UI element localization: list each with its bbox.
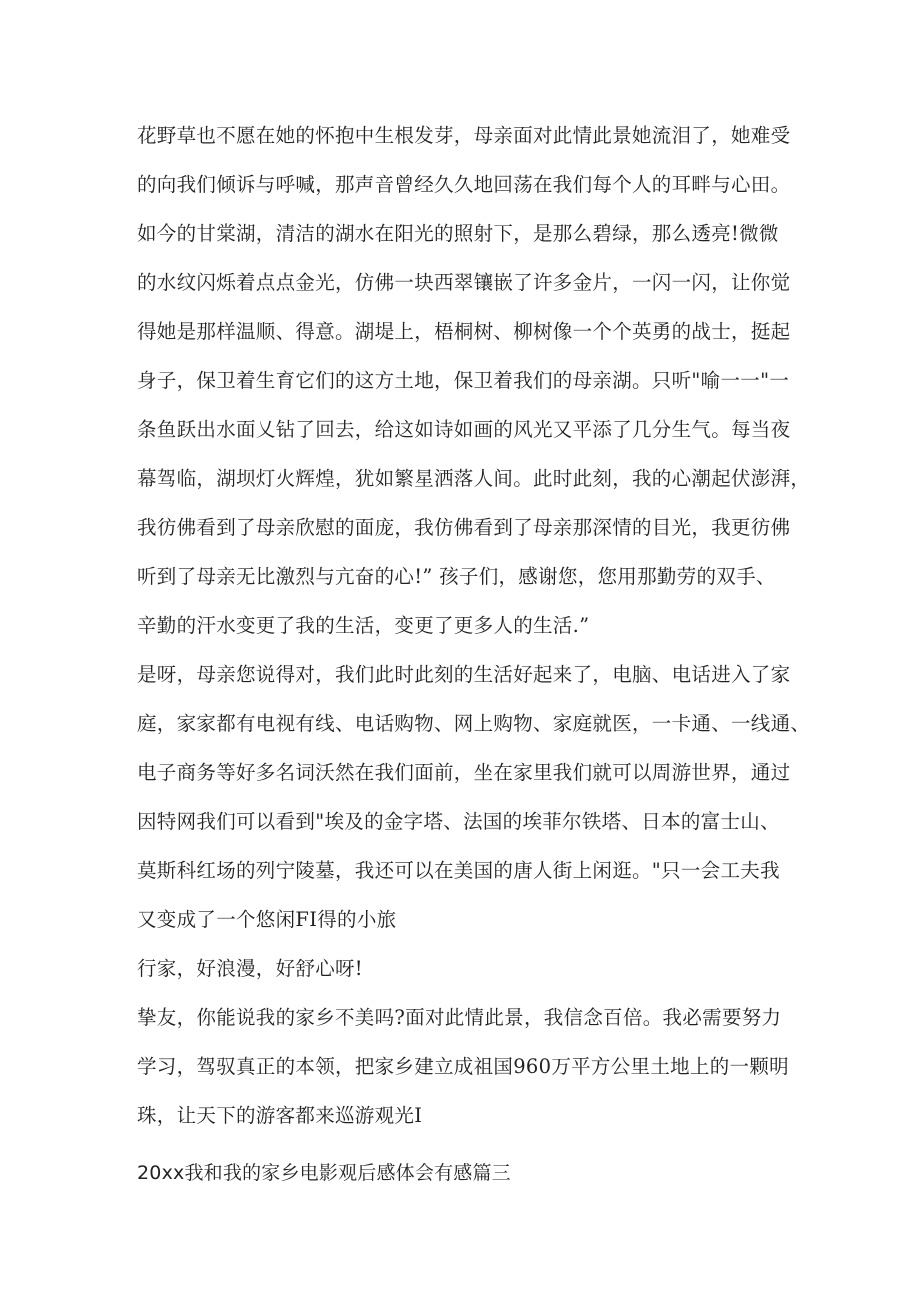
text-line: 莫斯科红场的列宁陵墓，我还可以在美国的唐人街上闲逛。"只一会工夫我 [137,859,780,882]
text-line: 挚友，你能说我的家乡不美吗?面对此情此景，我信念百倍。我必需要努力 [137,1006,782,1029]
text-line: 庭，家家都有电视有线、电话购物、网上购物、家庭就医，一卡通、一线通、 [137,712,811,735]
text-line: 如今的甘棠湖，清洁的湖水在阳光的照射下，是那么碧绿，那么透亮!微微 [137,222,779,245]
text-line: 的向我们倾诉与呼喊，那声音曾经久久地回荡在我们每个人的耳畔与心田。 [137,173,791,196]
text-line: 电子商务等好多名词沃然在我们面前，坐在家里我们就可以周游世界，通过 [137,761,791,784]
text-line: 行家，好浪漫，好舒心呀! [137,957,363,980]
text-line: 辛勤的汗水变更了我的生活，变更了更多人的生活.” [137,614,590,637]
text-line: 因特网我们可以看到"埃及的金字塔、法国的埃菲尔铁塔、日本的富士山、 [137,810,780,833]
text-line: 听到了母亲无比激烈与亢奋的心!” 孩子们，感谢您，您用那勤劳的双手、 [137,565,776,588]
text-line: 学习，驾驭真正的本领，把家乡建立成祖国960万平方公里土地上的一颗明 [137,1055,789,1078]
text-line: 我彷佛看到了母亲欣慰的面庞，我仿佛看到了母亲那深情的目光，我更彷佛 [137,516,791,539]
section-heading: 20xx我和我的家乡电影观后感体会有感篇三 [137,1162,511,1184]
text-line: 是呀，母亲您说得对，我们此时此刻的生活好起来了，电脑、电话进入了家 [137,663,791,686]
text-line: 又变成了一个悠闲FI得的小旅 [137,908,397,931]
text-line: 条鱼跃出水面乂钻了回去，给这如诗如画的风光又平添了几分生气。每当夜 [137,418,791,441]
text-line: 珠，让天下的游客都来巡游观光I [137,1104,423,1127]
text-line: 幕驾临，湖坝灯火辉煌，犹如繁星洒落人间。此时此刻，我的心潮起伏澎湃， [137,467,811,490]
text-line: 得她是那样温顺、得意。湖堤上，梧桐树、柳树像一个个英勇的战士，挺起 [137,320,791,343]
text-line: 的水纹闪烁着点点金光，仿佛一块西翠镶嵌了许多金片，一闪一闪，让你觉 [137,271,791,294]
text-line: 身子，保卫着生育它们的这方土地，保卫着我们的母亲湖。只听"喻一一"一 [137,369,790,392]
text-line: 花野草也不愿在她的怀抱中生根发芽，母亲面对此情此景她流泪了，她难受 [137,124,791,147]
